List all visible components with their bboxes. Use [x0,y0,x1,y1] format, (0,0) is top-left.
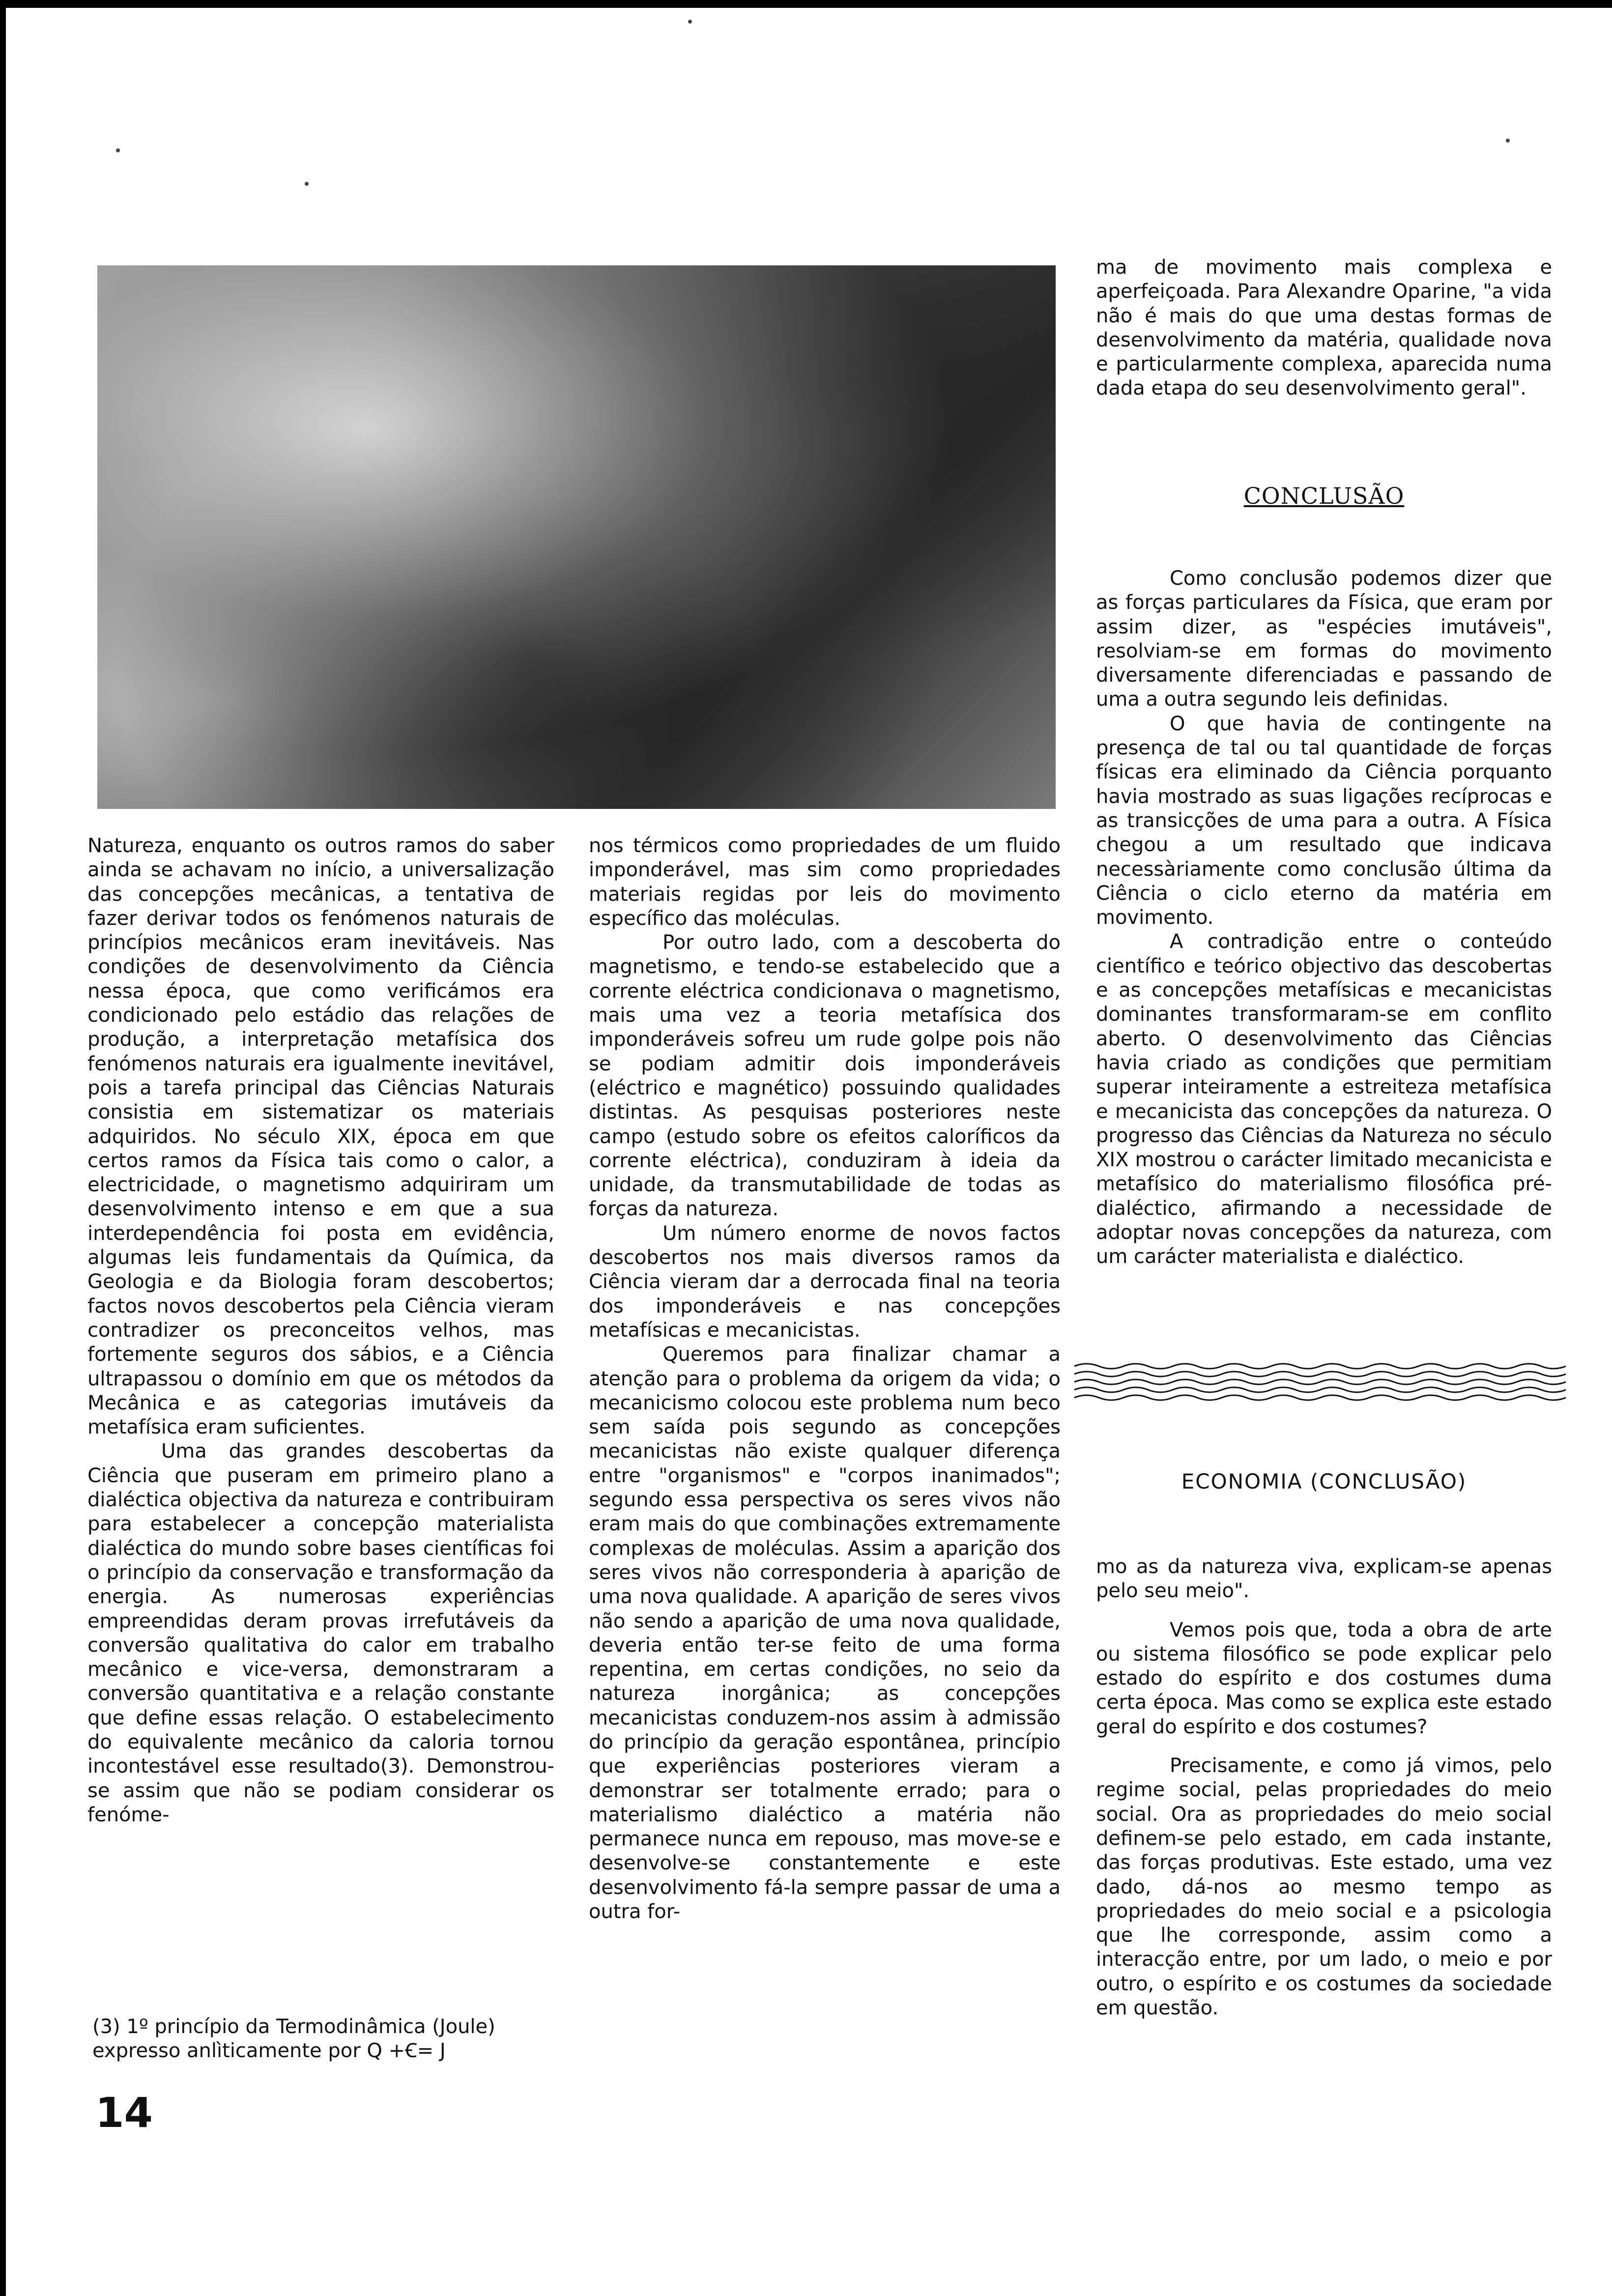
body-paragraph: Queremos para finalizar chamar a atenção para o problema da origem da vida; o mecanicismo colocou este problema num beco sem saída pois segundo as concepções mecanicistas não existe qualquer diferença entre "organismos" e "corpos inanimados"; segundo essa perspectiva os seres vivos não eram mais do que combinações extremamente complexas de moléculas. Assim a aparição dos seres vivos não corresponderia à aparição de uma nova qualidade. A aparição de seres vivos não sendo a aparição de uma nova qualidade, deveria então ter-se feito de uma forma repentina, em certas condições, no seio da natureza inorgânica; as concepções mecanicistas conduzem-nos assim à admissão do princípio da geração espontânea, princípio que experiências posteriores vieram a demonstrar ser totalmente errado; para o materialismo dialéctico a matéria não permanece nunca em repouso, mas move-se e desenvolve-se constantemente e este desenvolvimento fá-la sempre passar de uma a outra for- [589,1343,1061,1923]
body-paragraph: O que havia de contingente na presença de tal ou tal quantidade de forças físicas era eliminado da Ciência porquanto havia mostrado as suas ligações recíprocas e as transicções de uma para a outra. A Física chegou a um resultado que indicava necessàriamente como conclusão última da Ciência o ciclo eterno da matéria em movimento. [1096,712,1552,929]
body-paragraph: mo as da natureza viva, explicam-se apenas pelo seu meio". [1096,1555,1552,1603]
conclusao-section [1096,567,1552,1269]
article-column-2 [589,834,1061,1924]
body-paragraph: Precisamente, e como já vimos, pelo regime social, pelas propriedades do meio social. Ora as propriedades do meio social definem-se pelo estado, em cada instante, das forças produtivas. Este estado, uma vez dado, dá-nos ao mesmo tempo as propriedades do meio social e a psicologia que lhe corresponde, assim como a interacção entre, por um lado, o meio e por outro, o espírito e os costumes da sociedade em questão. [1096,1754,1552,2020]
body-paragraph: Um número enorme de novos factos descobertos nos mais diversos ramos da Ciência vieram dar a derrocada final na teoria dos imponderáveis e nas concepções metafísicas e mecanicistas. [589,1222,1061,1342]
body-paragraph: Por outro lado, com a descoberta do magnetismo, e tendo-se estabelecido que a corrente eléctrica condicionava o magnetismo, mais uma vez a teoria metafísica dos imponderáveis sofreu um rude golpe pois não se podiam admitir dois imponderáveis (eléctrico e magnético) possuindo qualidades distintas. As pesquisas posteriores neste campo (estudo sobre os efeitos caloríficos da corrente eléctrica), conduziram à ideia da unidade, da transmutabilidade de todas as forças da natureza. [589,931,1061,1221]
page-number: 14 [95,2089,153,2137]
photo-illustration [97,265,1056,809]
wavy-divider [1074,1359,1566,1406]
article-column-1 [87,834,554,1827]
article-column-3-top [1096,256,1552,401]
section-heading-economia: ECONOMIA (CONCLUSÃO) [1181,1469,1467,1493]
body-paragraph: ma de movimento mais complexa e aperfeiçoada. Para Alexandre Oparine, "a vida não é mais do que uma destas formas de desenvolvimento da matéria, qualidade nova e particularmente complexa, aparecida numa dada etapa do seu desenvolvimento geral". [1096,256,1552,400]
print-speck [1506,139,1510,143]
print-speck [305,182,309,186]
footnote-line: (3) 1º princípio da Termodinâmica (Joule) [92,2015,495,2038]
body-paragraph: Vemos pois que, toda a obra de arte ou sistema filosófico se pode explicar pelo estado do espírito e dos costumes duma certa época. Mas como se explica este estado geral do espírito e dos costumes? [1096,1618,1552,1738]
body-paragraph: Uma das grandes descobertas da Ciência que puseram em primeiro plano a dialéctica objectiva da natureza e contribuiram para estabelecer a concepção materialista dialéctica do mundo sobre bases científicas foi o princípio da conservação e transformação da energia. As numerosas experiências empreendidas deram provas irrefutáveis da conversão qualitativa do calor em trabalho mecânico e vice-versa, demonstraram a conversão quantitativa e a relação constante que define essas relação. O estabelecimento do equivalente mecânico da caloria tornou incontestável esse resultado(3). Demonstrou-se assim que não se podiam considerar os fenóme- [87,1440,554,1826]
footnote-line: expresso anlìticamente por Q +Ꞓ= J [92,2039,446,2062]
section-heading-conclusao: CONCLUSÃO [1243,483,1405,509]
body-paragraph: Natureza, enquanto os outros ramos do saber ainda se achavam no início, a universalização das concepções mecânicas, a tentativa de fazer derivar todos os fenómenos naturais de princípios mecânicos eram inevitáveis. Nas condições de desenvolvimento da Ciência nessa época, que como verificámos era condicionado pelo estádio das relações de produção, a interpretação metafísica dos fenómenos naturais era igualmente inevitável, pois a tarefa principal das Ciências Naturais consistia em sistematizar os materiais adquiridos. No século XIX, época em que certos ramos da Física tais como o calor, a electricidade, o magnetismo adquiriram um desenvolvimento intenso e em que a sua interdependência foi posta em evidência, algumas leis fundamentais da Química, da Geologia e da Biologia foram descobertos; factos novos descobertos pela Ciência vieram contradizer os preconceitos velhos, mas fortemente seguros dos sábios, e a Ciência ultrapassou o domínio em que os métodos da Mecânica e as categorias imutáveis da metafísica eram suficientes. [87,834,554,1439]
page-border-left [0,0,6,2296]
print-speck [688,20,692,24]
body-paragraph: Como conclusão podemos dizer que as forças particulares da Física, que eram por assim dizer, as "espécies imutáveis", resolviam-se em formas do movimento diversamente diferenciadas e passando de uma a outra segundo leis definidas. [1096,567,1552,711]
footnote [92,2015,564,2063]
body-paragraph: A contradição entre o conteúdo científico e teórico objectivo das descobertas e as concepções metafísicas e mecanicistas dominantes transformaram-se em conflito aberto. O desenvolvimento das Ciências havia criado as condições que permitiam superar inteiramente a estreiteza metafísica e mecanicista das concepções da natureza. O progresso das Ciências da Natureza no século XIX mostrou o carácter limitado mecanicista e metafísico do materialismo filosófica pré-dialéctico, afirmando a necessidade de adoptar novas concepções da natureza, com um carácter materialista e dialéctico. [1096,930,1552,1268]
print-speck [116,148,120,152]
body-paragraph: nos térmicos como propriedades de um fluido imponderável, mas sim como propriedades materiais regidas por leis do movimento específico das moléculas. [589,834,1061,930]
economia-section [1096,1555,1552,2020]
page-border-top [0,0,1612,8]
